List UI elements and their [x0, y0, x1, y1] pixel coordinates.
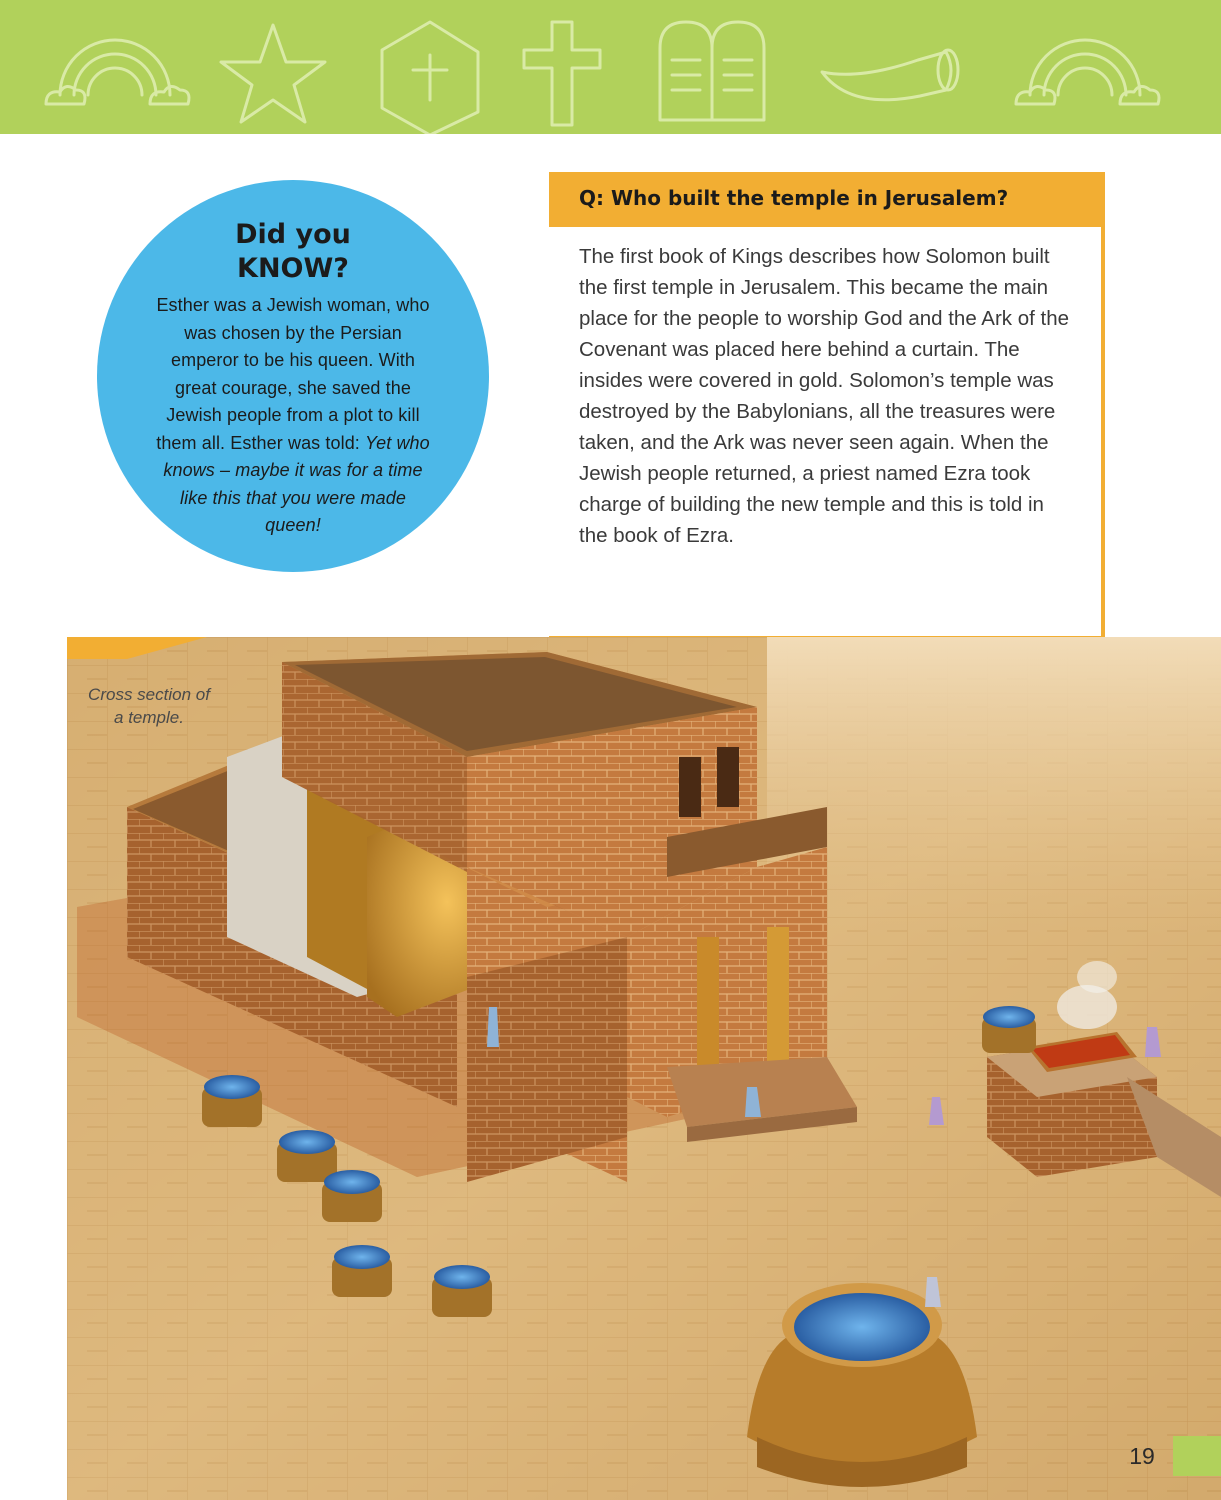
bible-icon — [382, 22, 478, 134]
shofar-horn-icon — [822, 50, 958, 100]
qa-answer: The first book of Kings describes how Solomon built the first temple in Jerusalem. This became the main place for the people to worship God and the Ark of the Covenant was placed here behind a curtain. The insides were covered in gold. Solomon’s temple was destroyed by the Babylonians, all the treasures were taken, and the Ark was never seen again. When the Jewish people returned, a priest named Ezra took charge of building the new temple and this is told in the book of Ezra. — [579, 245, 1070, 547]
qa-box — [549, 172, 1105, 640]
page-number: 19 — [1129, 1443, 1155, 1469]
qa-question: Q: Who built the temple in Jerusalem? — [579, 186, 1009, 210]
banner-icons — [0, 0, 1221, 134]
page-tab — [1173, 1436, 1221, 1476]
rainbow-icon — [1016, 40, 1159, 104]
did-you-know-body: Esther was a Jewish woman, who was chosen by the Persian emperor to be his queen. With great courage, she saved the Jewish people from a plot to kill them all. Esther was told: — [156, 295, 430, 453]
did-you-know-circle — [97, 180, 489, 572]
cross-icon — [524, 22, 600, 125]
did-you-know-quote: Yet who knows – maybe it was for a time like this that you were made queen! — [163, 432, 430, 535]
did-you-know-title: Did you KNOW? — [235, 219, 351, 284]
rainbow-icon — [46, 40, 189, 104]
illustration-caption: Cross section of a temple. — [88, 685, 210, 727]
star-icon — [221, 25, 325, 122]
qa-header — [549, 172, 1101, 227]
temple-illustration — [67, 637, 1221, 1500]
temple-cross-section-image — [67, 637, 1221, 1500]
stone-tablets-icon — [660, 22, 764, 120]
top-banner — [0, 0, 1221, 134]
did-you-know-text — [151, 292, 435, 540]
